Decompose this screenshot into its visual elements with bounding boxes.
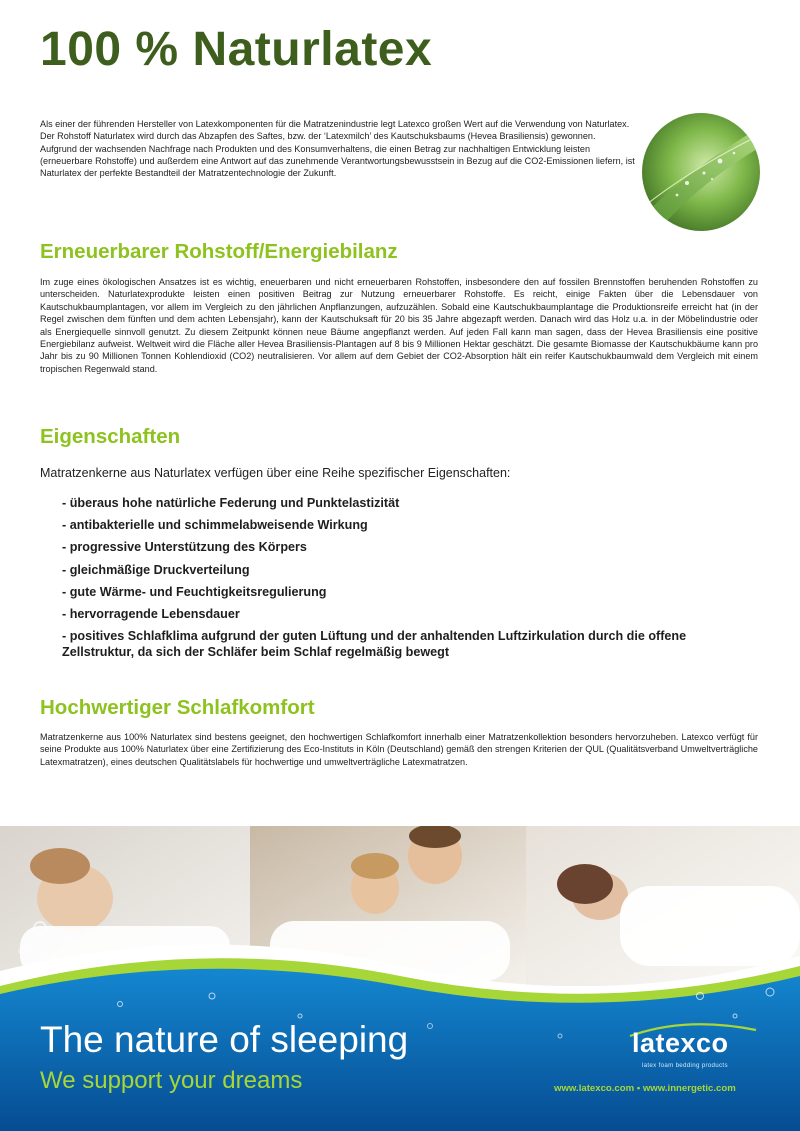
banner-sub-slogan: We support your dreams — [40, 1067, 303, 1094]
intro-text — [40, 118, 640, 179]
website-links[interactable]: www.latexco.com • www.innergetic.com — [554, 1083, 736, 1094]
logo-tagline: latex foam bedding products — [642, 1062, 728, 1069]
list-item: - gute Wärme- und Feuchtigkeitsregulierung — [62, 584, 327, 599]
section-text-rohstoff: Im zuge eines ökologischen Ansatzes ist es wichtig, eneuerbaren und nicht erneuerbaren Rohstoffen, insbesondere den auf fossilen Brennstoffen beruhenden Rohstoffen zu unterscheiden. Naturlatexprodukte leisten einen positiven Beitrag zur Nutzung erneuerbarer Rohstoffe. Es reicht, einige Fakten über die Lebensdauer von Kautschukbaumplantagen, vor allem im Vergleich zu den jährlichen Anpflanzungen, aufzuzählen. Sobald eine Kautschukbaumplantage die Produktionsreife erreicht hat (in der Regel zwischen dem fünften und dem achten Lebensjahr), kann der Kautschuksaft für 20 bis 35 Jahre abgezapft werden. Danach wird das Holz u.a. in der Möbelindustrie oder als Energiequelle sinnvoll genutzt. Zu diesem Zeitpunkt können neue Bäume angepflanzt werden. Auf jeden Fall kann man sagen, dass der Hevea Brasiliensis eine positive Energiebilanz aufweist. Weltweit wird die Fläche aller Hevea Brasiliensis-Plantagen auf 8 bis 9 Millionen Hektar geschätzt. Die gesamte Biomasse der Kautschukbäume kann pro Jahr bis zu 90 Millionen Tonnen Kohlendioxid (CO2) neutralisieren. Vor allem auf dem Gebiet der CO2-Absorption hält ein reifer Kautschukbaumwald dem Vergleich mit einem tropischen Regenwald stand. — [40, 277, 758, 374]
intro-paragraph-2: Aufgrund der wachsenden Nachfrage nach Produkten und des Konsumverhaltens, die einen Betrag zur nachhaltigen Entwicklung leisten (erneuerbare Rohstoffe) und außerdem eine Antwort auf das zunehmende Verantwortungsbewusstsein in Bezug auf die CO2-Emissionen liefern, ist Naturlatex der perfekte Bestandteil der Matratzentechnologie der Zukunft. — [40, 143, 635, 179]
list-item: - antibakterielle und schimmelabweisende Wirkung — [62, 518, 368, 533]
section-heading-eigenschaften: Eigenschaften — [40, 425, 181, 448]
intro-paragraph-1: Als einer der führenden Hersteller von Latexkomponenten für die Matratzenindustrie legt Latexco großen Wert auf die Verwendung von Naturlatex. Der Rohstoff Naturlatex wird durch das Abzapfen des Saftes, bzw. der ‘Latexmilch’ des Kautschuksbaums (Hevea Brasiliensis) gewonnen. — [40, 119, 630, 142]
list-item: - überaus hohe natürliche Federung und Punktelastizität — [62, 496, 400, 510]
page-title: 100 % Naturlatex — [40, 23, 433, 76]
section-heading-rohstoff: Erneuerbarer Rohstoff/Energiebilanz — [40, 240, 398, 263]
section-text-schlafkomfort: Matratzenkerne aus 100% Naturlatex sind bestens geeignet, den hochwertigen Schlafkomfort innerhalb einer Matratzenkollektion besonders hervorzuheben. Latexco verfügt für seine Produkte aus 100% Naturlatex über eine Zertifizierung des Eco-Instituts in Köln (Deutschland) gemäß den strengen Kriterien der QUL (Qualitätsverband Umweltverträgliche Latexmatratzen), eines deutschen Qualitätslabels für hochwertige und umweltverträgliche Latexmatratzen. — [40, 732, 758, 767]
latexco-logo — [626, 1020, 761, 1070]
list-item: - positives Schlafklima aufgrund der guten Lüftung und der anhaltenden Luftzirkulation durch die offene Zellstruktur, da sich der Schläfer beim Schlaf regelmäßig bewegt — [62, 629, 687, 659]
eigenschaften-list — [62, 496, 752, 667]
list-item: - progressive Unterstützung des Körpers — [62, 540, 307, 555]
list-item: - hervorragende Lebensdauer — [62, 606, 240, 621]
banner-slogan: The nature of sleeping — [40, 1019, 409, 1060]
list-item: - gleichmäßige Druckverteilung — [62, 562, 250, 577]
logo-text: latexco — [632, 1028, 729, 1058]
eigenschaften-intro: Matratzenkerne aus Naturlatex verfügen über eine Reihe spezifischer Eigenschaften: — [40, 466, 511, 480]
section-heading-schlafkomfort: Hochwertiger Schlafkomfort — [40, 696, 315, 719]
leaf-dew-image — [642, 113, 760, 231]
